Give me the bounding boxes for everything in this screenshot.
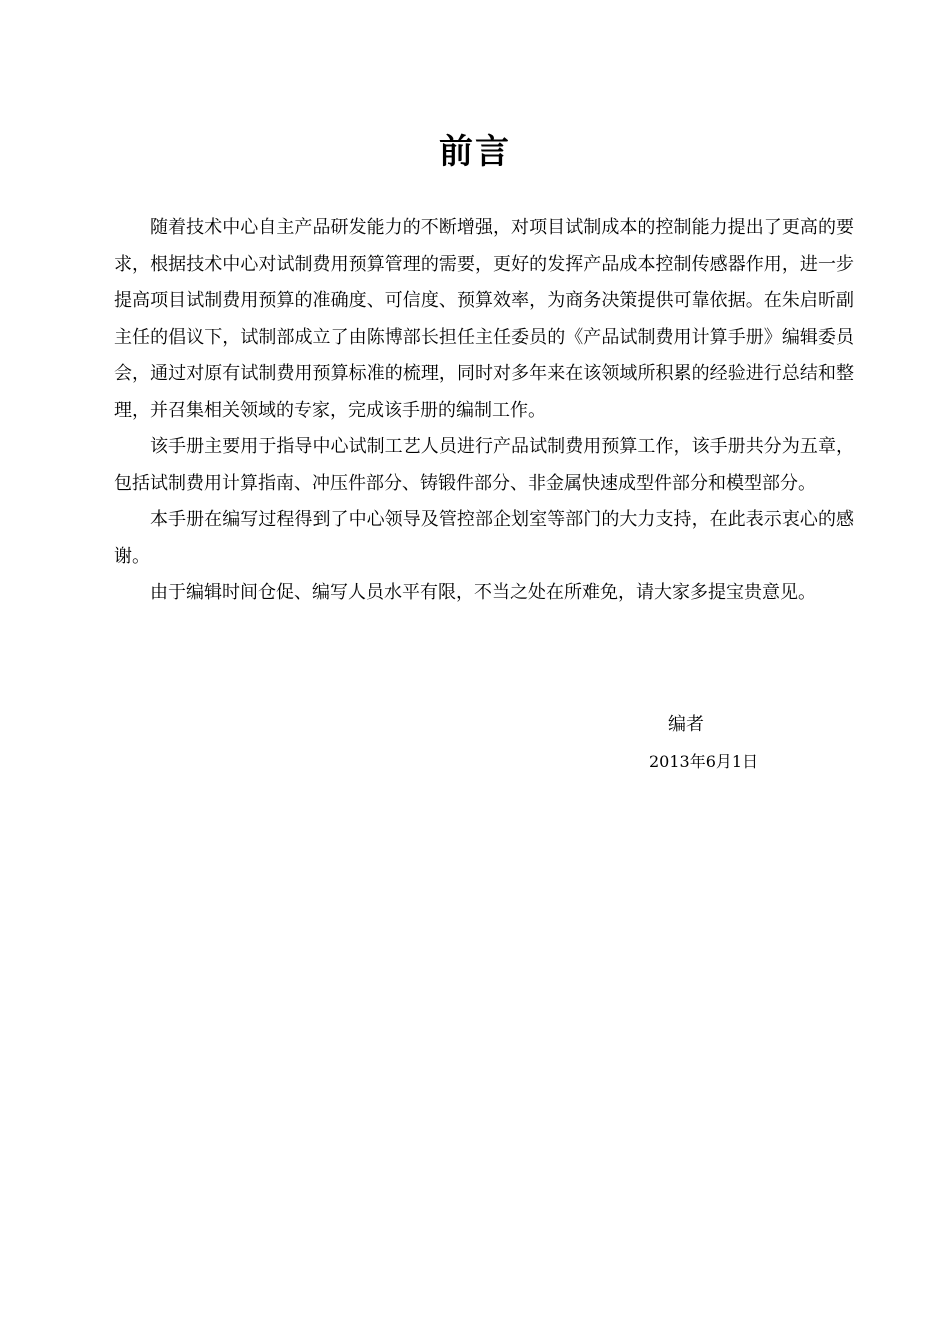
- paragraph-1: 随着技术中心自主产品研发能力的不断增强，对项目试制成本的控制能力提出了更高的要求，根据技术中心对试制费用预算管理的需要，更好的发挥产品成本控制传感器作用，进一步提高项目试制费用预算的准确度、可信度、预算效率，为商务决策提供可靠依据。在朱启昕副主任的倡议下，试制部成立了由陈博部长担任主任委员的《产品试制费用计算手册》编辑委员会，通过对原有试制费用预算标准的梳理，同时对多年来在该领域所积累的经验进行总结和整理，并召集相关领域的专家，完成该手册的编制工作。: [114, 217, 854, 421]
- signer: 编者: [668, 714, 704, 735]
- page-title: 前言: [439, 132, 511, 172]
- paragraph-2: 该手册主要用于指导中心试制工艺人员进行产品试制费用预算工作，该手册共分为五章，包括试制费用计算指南、冲压件部分、铸锻件部分、非金属快速成型件部分和模型部分。: [114, 436, 854, 494]
- paragraph-3: 本手册在编写过程得到了中心领导及管控部企划室等部门的大力支持，在此表示衷心的感谢。: [114, 509, 854, 567]
- preface-body: [114, 210, 854, 612]
- paragraph-4: 由于编辑时间仓促、编写人员水平有限，不当之处在所难免，请大家多提宝贵意见。: [150, 582, 816, 603]
- signature-date: 2013年6月1日: [649, 752, 759, 771]
